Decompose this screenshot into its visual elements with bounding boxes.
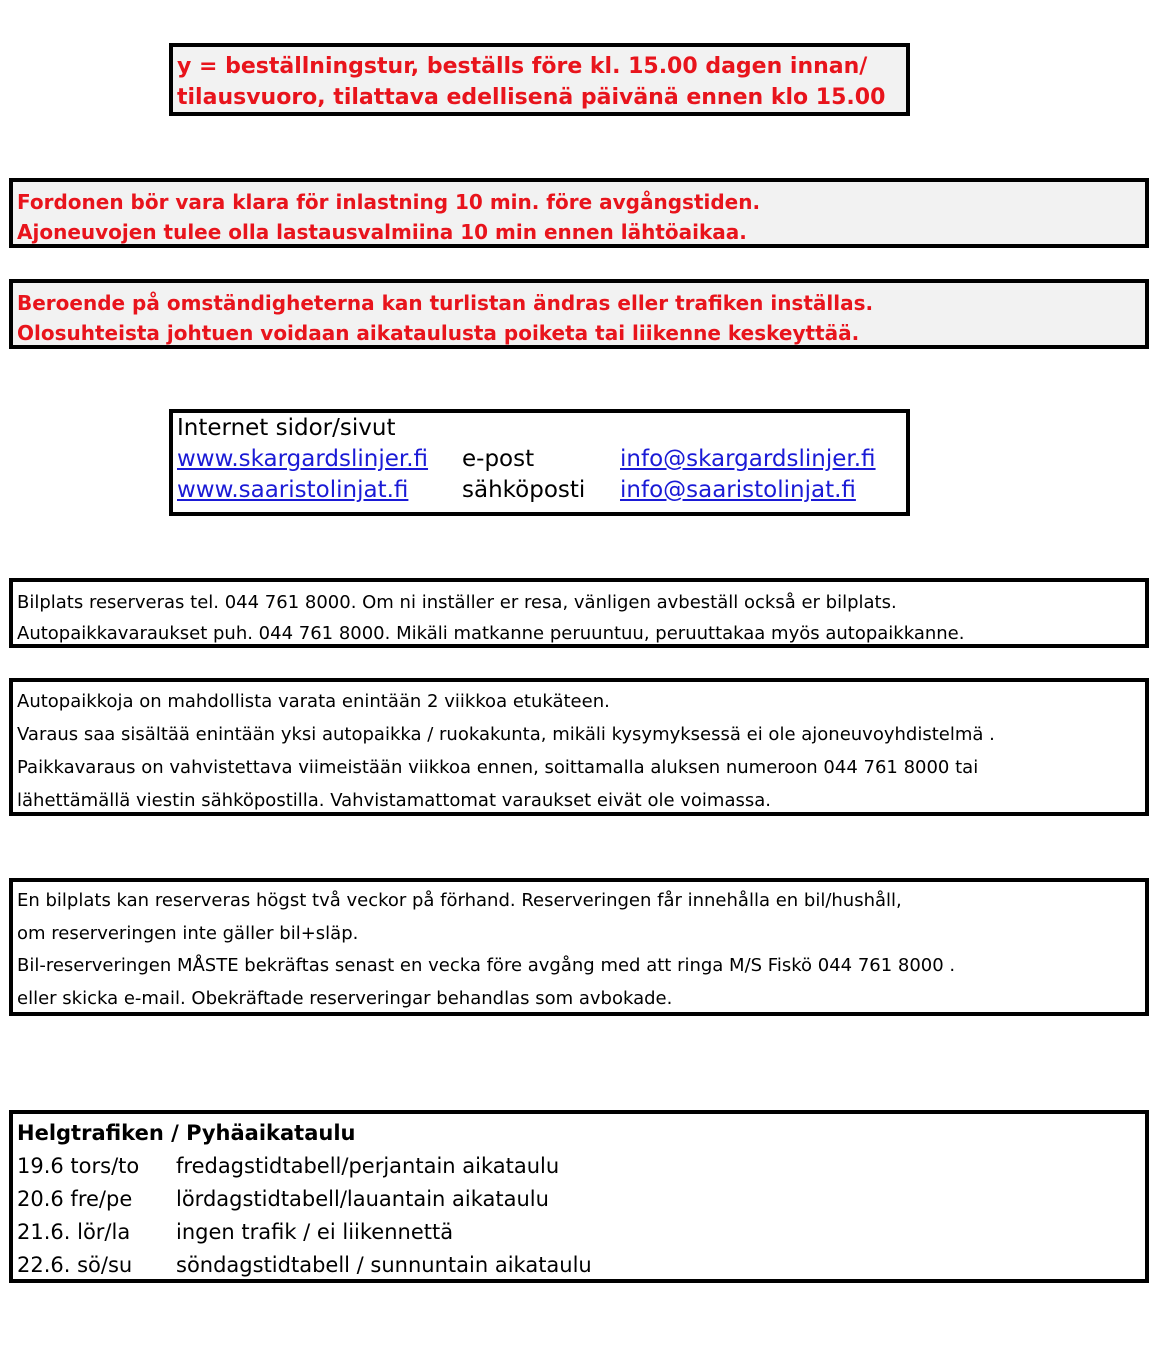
order-notice-line: tilausvuoro, tilattava edellisenä päivänä ennen klo 15.00 xyxy=(177,85,886,110)
loading-notice-line: Fordonen bör vara klara för inlastning 10 min. före avgångstiden. xyxy=(17,190,761,214)
holiday-schedule: söndagstidtabell / sunnuntain aikataulu xyxy=(176,1253,592,1277)
rules-line: En bilplats kan reserveras högst två veckor på förhand. Reserveringen får innehålla en bil/hushåll, xyxy=(17,890,902,911)
schedule-change-line: Beroende på omständigheterna kan turlistan ändras eller trafiken inställas. xyxy=(17,291,874,315)
holiday-row xyxy=(17,1216,1141,1249)
email-link-saaristolinjat[interactable]: info@saaristolinjat.fi xyxy=(620,477,856,503)
schedule-change-notice-box xyxy=(9,279,1149,349)
holiday-date: 22.6. sö/su xyxy=(17,1253,133,1277)
contact-row xyxy=(177,444,902,475)
website-link-saaristolinjat[interactable]: www.saaristolinjat.fi xyxy=(177,477,409,503)
loading-notice-box xyxy=(9,178,1149,248)
holiday-schedule-box xyxy=(9,1110,1149,1283)
email-label: e-post xyxy=(462,446,535,472)
holiday-heading: Helgtrafiken / Pyhäaikataulu xyxy=(17,1121,356,1145)
reservation-line: Autopaikkavaraukset puh. 044 761 8000. Mikäli matkanne peruuntuu, peruuttakaa myös autopaikkanne. xyxy=(17,623,965,644)
holiday-schedule: lördagstidtabell/lauantain aikataulu xyxy=(176,1187,549,1211)
holiday-row xyxy=(17,1183,1141,1216)
email-link-skargardslinjer[interactable]: info@skargardslinjer.fi xyxy=(620,446,876,472)
schedule-change-line: Olosuhteista johtuen voidaan aikataulusta poiketa tai liikenne keskeyttää. xyxy=(17,321,860,345)
rules-line: Bil-reserveringen MÅSTE bekräftas senast en vecka före avgång med att ringa M/S Fiskö 044 761 8000 . xyxy=(17,955,956,976)
rules-line: Varaus saa sisältää enintään yksi autopaikka / ruokakunta, mikäli kysymyksessä ei ole ajoneuvoyhdistelmä . xyxy=(17,724,995,745)
holiday-date: 21.6. lör/la xyxy=(17,1220,131,1244)
rules-line: om reserveringen inte gäller bil+släp. xyxy=(17,922,359,944)
loading-notice-line: Ajoneuvojen tulee olla lastausvalmiina 10 min ennen lähtöaikaa. xyxy=(17,220,747,244)
rules-line: lähettämällä viestin sähköpostilla. Vahvistamattomat varaukset eivät ole voimassa. xyxy=(17,790,772,811)
email-label: sähköposti xyxy=(462,477,586,503)
finnish-reservation-rules-box xyxy=(9,678,1149,816)
rules-line: Autopaikkoja on mahdollista varata enintään 2 viikkoa etukäteen. xyxy=(17,691,610,712)
website-link-skargardslinjer[interactable]: www.skargardslinjer.fi xyxy=(177,446,429,472)
contact-row xyxy=(177,475,902,506)
car-reservation-box xyxy=(9,578,1149,648)
holiday-schedule: ingen trafik / ei liikennettä xyxy=(176,1220,454,1244)
internet-heading: Internet sidor/sivut xyxy=(177,415,396,441)
holiday-date: 20.6 fre/pe xyxy=(17,1187,133,1211)
rules-line: Paikkavaraus on vahvistettava viimeistään viikkoa ennen, soittamalla aluksen numeroon 044 761 8000 tai xyxy=(17,757,979,778)
internet-contact-box xyxy=(169,409,910,516)
swedish-reservation-rules-box xyxy=(9,878,1149,1016)
holiday-row xyxy=(17,1249,1141,1282)
rules-line: eller skicka e-mail. Obekräftade reserveringar behandlas som avbokade. xyxy=(17,987,673,1009)
holiday-date: 19.6 tors/to xyxy=(17,1154,140,1178)
order-notice-line: y = beställningstur, beställs före kl. 15.00 dagen innan/ xyxy=(177,54,868,79)
holiday-row xyxy=(17,1150,1141,1183)
holiday-schedule: fredagstidtabell/perjantain aikataulu xyxy=(176,1154,560,1178)
order-notice-box xyxy=(169,43,910,116)
reservation-line: Bilplats reserveras tel. 044 761 8000. Om ni inställer er resa, vänligen avbeställ också er bilplats. xyxy=(17,592,897,613)
